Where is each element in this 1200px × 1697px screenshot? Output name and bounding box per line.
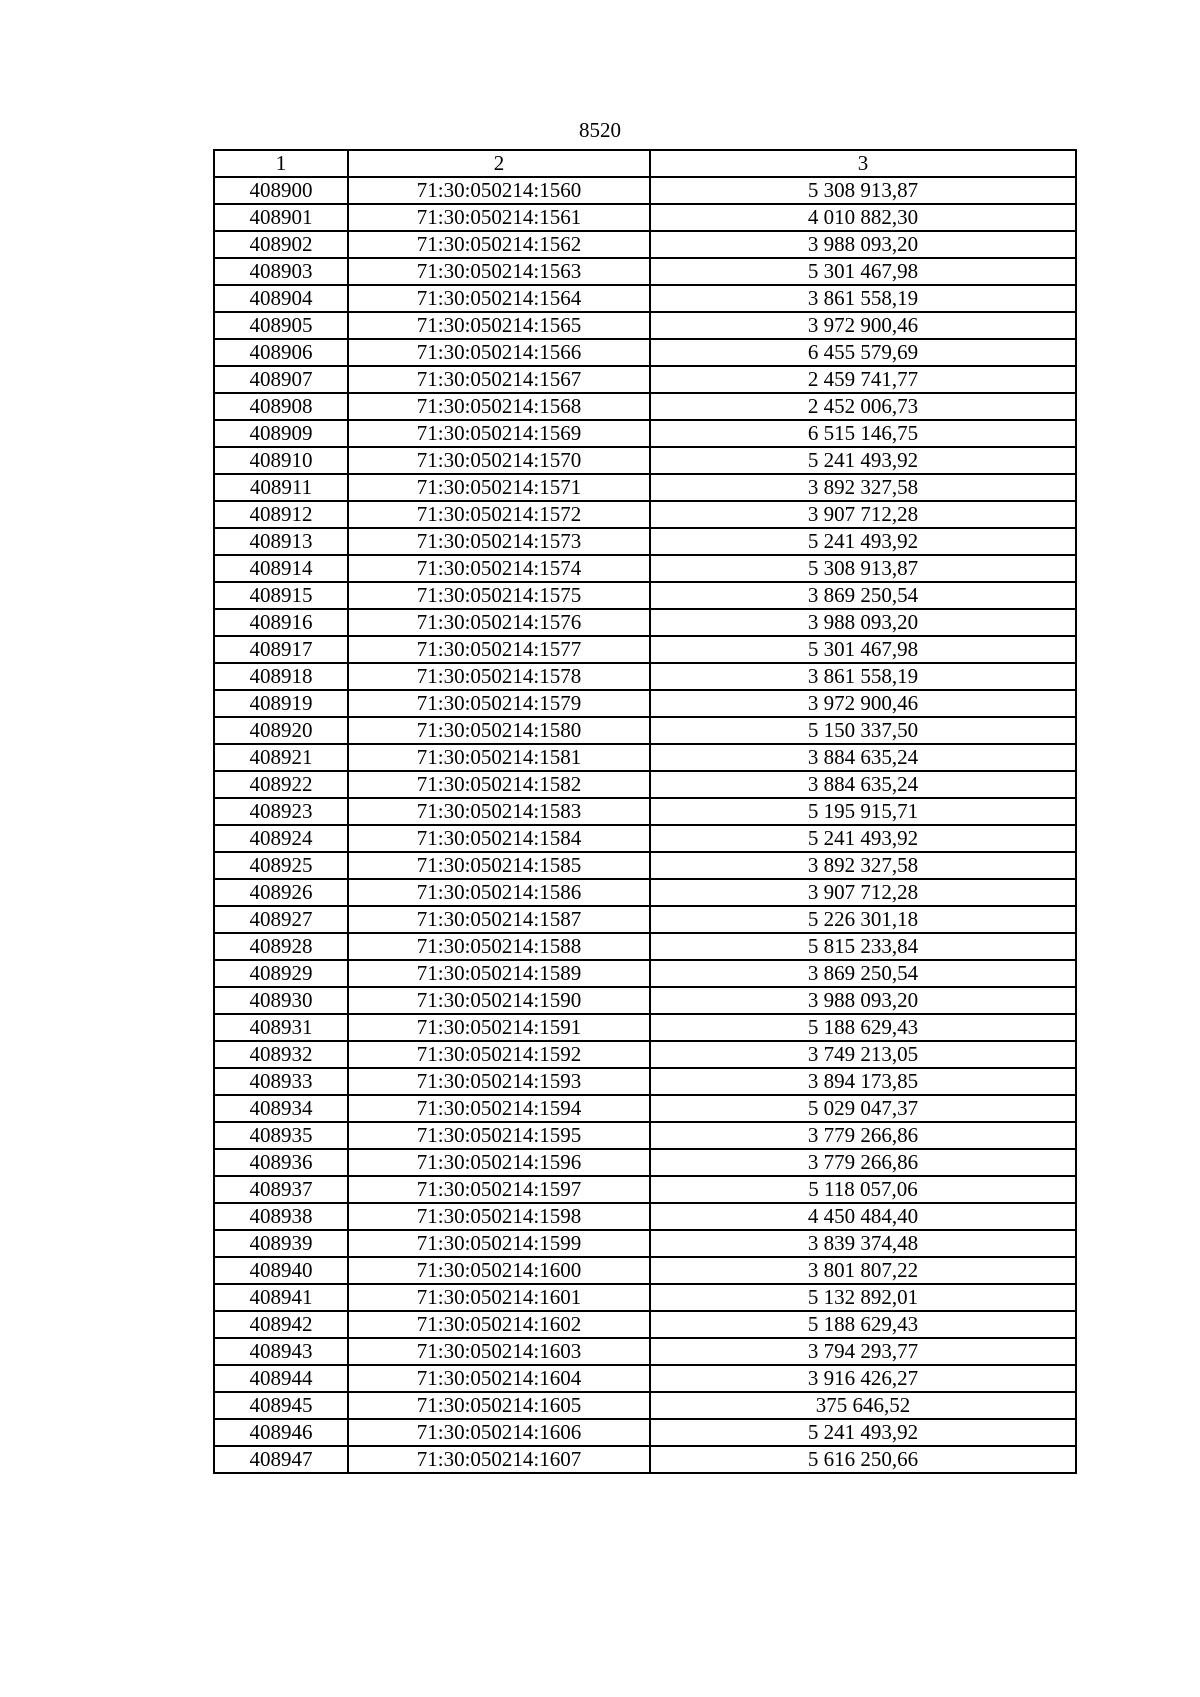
table-row — [214, 933, 1076, 960]
row-number-cell: 408911 — [214, 474, 348, 501]
row-number-cell: 408932 — [214, 1041, 348, 1068]
row-number-cell: 408930 — [214, 987, 348, 1014]
table-row — [214, 420, 1076, 447]
table-body — [214, 177, 1076, 1473]
value-cell: 5 616 250,66 — [650, 1446, 1076, 1473]
row-number-cell: 408906 — [214, 339, 348, 366]
table-row — [214, 1095, 1076, 1122]
cadastral-number-cell: 71:30:050214:1565 — [348, 312, 650, 339]
row-number-cell: 408934 — [214, 1095, 348, 1122]
row-number-cell: 408920 — [214, 717, 348, 744]
page-number: 8520 — [579, 118, 621, 142]
table-row — [214, 1122, 1076, 1149]
value-cell: 3 794 293,77 — [650, 1338, 1076, 1365]
cadastral-number-cell: 71:30:050214:1590 — [348, 987, 650, 1014]
table-row — [214, 555, 1076, 582]
value-cell: 4 450 484,40 — [650, 1203, 1076, 1230]
table-row — [214, 798, 1076, 825]
cadastral-number-cell: 71:30:050214:1580 — [348, 717, 650, 744]
value-cell: 3 861 558,19 — [650, 285, 1076, 312]
registry-table — [213, 149, 1077, 1474]
row-number-cell: 408900 — [214, 177, 348, 204]
value-cell: 5 029 047,37 — [650, 1095, 1076, 1122]
value-cell: 6 455 579,69 — [650, 339, 1076, 366]
table-row — [214, 1068, 1076, 1095]
table-row — [214, 204, 1076, 231]
cadastral-number-cell: 71:30:050214:1577 — [348, 636, 650, 663]
row-number-cell: 408945 — [214, 1392, 348, 1419]
value-cell: 375 646,52 — [650, 1392, 1076, 1419]
row-number-cell: 408939 — [214, 1230, 348, 1257]
value-cell: 5 241 493,92 — [650, 825, 1076, 852]
value-cell: 5 308 913,87 — [650, 177, 1076, 204]
cadastral-number-cell: 71:30:050214:1584 — [348, 825, 650, 852]
row-number-cell: 408925 — [214, 852, 348, 879]
row-number-cell: 408946 — [214, 1419, 348, 1446]
value-cell: 4 010 882,30 — [650, 204, 1076, 231]
value-cell: 2 452 006,73 — [650, 393, 1076, 420]
column-header-1: 1 — [214, 150, 348, 177]
cadastral-number-cell: 71:30:050214:1582 — [348, 771, 650, 798]
row-number-cell: 408912 — [214, 501, 348, 528]
cadastral-number-cell: 71:30:050214:1600 — [348, 1257, 650, 1284]
cadastral-number-cell: 71:30:050214:1572 — [348, 501, 650, 528]
table-row — [214, 474, 1076, 501]
cadastral-number-cell: 71:30:050214:1575 — [348, 582, 650, 609]
cadastral-number-cell: 71:30:050214:1607 — [348, 1446, 650, 1473]
row-number-cell: 408917 — [214, 636, 348, 663]
value-cell: 3 988 093,20 — [650, 987, 1076, 1014]
value-cell: 5 241 493,92 — [650, 528, 1076, 555]
table-row — [214, 312, 1076, 339]
row-number-cell: 408947 — [214, 1446, 348, 1473]
table-row — [214, 690, 1076, 717]
row-number-cell: 408903 — [214, 258, 348, 285]
cadastral-number-cell: 71:30:050214:1592 — [348, 1041, 650, 1068]
value-cell: 3 892 327,58 — [650, 852, 1076, 879]
row-number-cell: 408941 — [214, 1284, 348, 1311]
value-cell: 5 226 301,18 — [650, 906, 1076, 933]
value-cell: 3 988 093,20 — [650, 231, 1076, 258]
value-cell: 3 779 266,86 — [650, 1149, 1076, 1176]
value-cell: 3 892 327,58 — [650, 474, 1076, 501]
row-number-cell: 408905 — [214, 312, 348, 339]
value-cell: 5 150 337,50 — [650, 717, 1076, 744]
cadastral-number-cell: 71:30:050214:1567 — [348, 366, 650, 393]
row-number-cell: 408913 — [214, 528, 348, 555]
cadastral-number-cell: 71:30:050214:1595 — [348, 1122, 650, 1149]
value-cell: 3 988 093,20 — [650, 609, 1076, 636]
cadastral-number-cell: 71:30:050214:1586 — [348, 879, 650, 906]
cadastral-number-cell: 71:30:050214:1560 — [348, 177, 650, 204]
cadastral-number-cell: 71:30:050214:1566 — [348, 339, 650, 366]
column-header-3: 3 — [650, 150, 1076, 177]
value-cell: 5 132 892,01 — [650, 1284, 1076, 1311]
row-number-cell: 408921 — [214, 744, 348, 771]
table-row — [214, 717, 1076, 744]
value-cell: 5 815 233,84 — [650, 933, 1076, 960]
table-row — [214, 258, 1076, 285]
table-row — [214, 231, 1076, 258]
table-row — [214, 906, 1076, 933]
table-row — [214, 1365, 1076, 1392]
value-cell: 3 894 173,85 — [650, 1068, 1076, 1095]
value-cell: 3 972 900,46 — [650, 312, 1076, 339]
row-number-cell: 408915 — [214, 582, 348, 609]
table-row — [214, 636, 1076, 663]
table-row — [214, 1014, 1076, 1041]
value-cell: 6 515 146,75 — [650, 420, 1076, 447]
cadastral-number-cell: 71:30:050214:1604 — [348, 1365, 650, 1392]
table-row — [214, 879, 1076, 906]
row-number-cell: 408909 — [214, 420, 348, 447]
value-cell: 5 241 493,92 — [650, 447, 1076, 474]
row-number-cell: 408936 — [214, 1149, 348, 1176]
cadastral-number-cell: 71:30:050214:1597 — [348, 1176, 650, 1203]
table-row — [214, 960, 1076, 987]
row-number-cell: 408929 — [214, 960, 348, 987]
value-cell: 2 459 741,77 — [650, 366, 1076, 393]
row-number-cell: 408944 — [214, 1365, 348, 1392]
cadastral-number-cell: 71:30:050214:1585 — [348, 852, 650, 879]
value-cell: 3 907 712,28 — [650, 879, 1076, 906]
cadastral-number-cell: 71:30:050214:1569 — [348, 420, 650, 447]
cadastral-number-cell: 71:30:050214:1602 — [348, 1311, 650, 1338]
table-row — [214, 1203, 1076, 1230]
value-cell: 3 916 426,27 — [650, 1365, 1076, 1392]
value-cell: 3 839 374,48 — [650, 1230, 1076, 1257]
cadastral-number-cell: 71:30:050214:1587 — [348, 906, 650, 933]
value-cell: 3 869 250,54 — [650, 582, 1076, 609]
value-cell: 3 972 900,46 — [650, 690, 1076, 717]
table-row — [214, 339, 1076, 366]
row-number-cell: 408922 — [214, 771, 348, 798]
row-number-cell: 408943 — [214, 1338, 348, 1365]
cadastral-number-cell: 71:30:050214:1593 — [348, 1068, 650, 1095]
cadastral-number-cell: 71:30:050214:1591 — [348, 1014, 650, 1041]
table-header — [214, 150, 1076, 177]
table-row — [214, 1284, 1076, 1311]
row-number-cell: 408902 — [214, 231, 348, 258]
row-number-cell: 408924 — [214, 825, 348, 852]
value-cell: 5 301 467,98 — [650, 258, 1076, 285]
value-cell: 5 195 915,71 — [650, 798, 1076, 825]
value-cell: 3 907 712,28 — [650, 501, 1076, 528]
cadastral-number-cell: 71:30:050214:1578 — [348, 663, 650, 690]
table-row — [214, 825, 1076, 852]
cadastral-number-cell: 71:30:050214:1599 — [348, 1230, 650, 1257]
cadastral-number-cell: 71:30:050214:1576 — [348, 609, 650, 636]
cadastral-number-cell: 71:30:050214:1579 — [348, 690, 650, 717]
table-row — [214, 285, 1076, 312]
cadastral-number-cell: 71:30:050214:1570 — [348, 447, 650, 474]
row-number-cell: 408918 — [214, 663, 348, 690]
table-row — [214, 744, 1076, 771]
row-number-cell: 408910 — [214, 447, 348, 474]
value-cell: 3 884 635,24 — [650, 771, 1076, 798]
row-number-cell: 408926 — [214, 879, 348, 906]
cadastral-number-cell: 71:30:050214:1568 — [348, 393, 650, 420]
header-row — [214, 150, 1076, 177]
table-row — [214, 528, 1076, 555]
table-row — [214, 771, 1076, 798]
table-row — [214, 1257, 1076, 1284]
row-number-cell: 408942 — [214, 1311, 348, 1338]
value-cell: 3 861 558,19 — [650, 663, 1076, 690]
value-cell: 3 884 635,24 — [650, 744, 1076, 771]
value-cell: 3 749 213,05 — [650, 1041, 1076, 1068]
value-cell: 5 188 629,43 — [650, 1014, 1076, 1041]
row-number-cell: 408901 — [214, 204, 348, 231]
row-number-cell: 408940 — [214, 1257, 348, 1284]
row-number-cell: 408927 — [214, 906, 348, 933]
row-number-cell: 408919 — [214, 690, 348, 717]
value-cell: 5 308 913,87 — [650, 555, 1076, 582]
table-row — [214, 501, 1076, 528]
row-number-cell: 408935 — [214, 1122, 348, 1149]
cadastral-number-cell: 71:30:050214:1606 — [348, 1419, 650, 1446]
cadastral-number-cell: 71:30:050214:1574 — [348, 555, 650, 582]
table-row — [214, 1419, 1076, 1446]
cadastral-number-cell: 71:30:050214:1589 — [348, 960, 650, 987]
row-number-cell: 408923 — [214, 798, 348, 825]
cadastral-number-cell: 71:30:050214:1581 — [348, 744, 650, 771]
value-cell: 3 869 250,54 — [650, 960, 1076, 987]
table-row — [214, 1230, 1076, 1257]
row-number-cell: 408938 — [214, 1203, 348, 1230]
row-number-cell: 408928 — [214, 933, 348, 960]
cadastral-number-cell: 71:30:050214:1573 — [348, 528, 650, 555]
cadastral-number-cell: 71:30:050214:1583 — [348, 798, 650, 825]
cadastral-number-cell: 71:30:050214:1561 — [348, 204, 650, 231]
cadastral-number-cell: 71:30:050214:1596 — [348, 1149, 650, 1176]
cadastral-number-cell: 71:30:050214:1594 — [348, 1095, 650, 1122]
table-row — [214, 1041, 1076, 1068]
table-row — [214, 663, 1076, 690]
value-cell: 3 779 266,86 — [650, 1122, 1076, 1149]
row-number-cell: 408931 — [214, 1014, 348, 1041]
row-number-cell: 408933 — [214, 1068, 348, 1095]
row-number-cell: 408904 — [214, 285, 348, 312]
table-row — [214, 1311, 1076, 1338]
table-row — [214, 1338, 1076, 1365]
cadastral-number-cell: 71:30:050214:1603 — [348, 1338, 650, 1365]
table-row — [214, 1392, 1076, 1419]
cadastral-number-cell: 71:30:050214:1564 — [348, 285, 650, 312]
value-cell: 5 188 629,43 — [650, 1311, 1076, 1338]
row-number-cell: 408908 — [214, 393, 348, 420]
value-cell: 5 118 057,06 — [650, 1176, 1076, 1203]
cadastral-number-cell: 71:30:050214:1605 — [348, 1392, 650, 1419]
cadastral-number-cell: 71:30:050214:1601 — [348, 1284, 650, 1311]
row-number-cell: 408914 — [214, 555, 348, 582]
cadastral-number-cell: 71:30:050214:1563 — [348, 258, 650, 285]
table-row — [214, 366, 1076, 393]
cadastral-number-cell: 71:30:050214:1598 — [348, 1203, 650, 1230]
table-row — [214, 609, 1076, 636]
table-row — [214, 1446, 1076, 1473]
table-row — [214, 1149, 1076, 1176]
value-cell: 3 801 807,22 — [650, 1257, 1076, 1284]
cadastral-number-cell: 71:30:050214:1588 — [348, 933, 650, 960]
table-row — [214, 987, 1076, 1014]
value-cell: 5 301 467,98 — [650, 636, 1076, 663]
cadastral-number-cell: 71:30:050214:1571 — [348, 474, 650, 501]
table-row — [214, 177, 1076, 204]
table-row — [214, 447, 1076, 474]
table-row — [214, 852, 1076, 879]
cadastral-number-cell: 71:30:050214:1562 — [348, 231, 650, 258]
value-cell: 5 241 493,92 — [650, 1419, 1076, 1446]
table-row — [214, 1176, 1076, 1203]
table-row — [214, 582, 1076, 609]
column-header-2: 2 — [348, 150, 650, 177]
row-number-cell: 408937 — [214, 1176, 348, 1203]
table-row — [214, 393, 1076, 420]
row-number-cell: 408916 — [214, 609, 348, 636]
row-number-cell: 408907 — [214, 366, 348, 393]
